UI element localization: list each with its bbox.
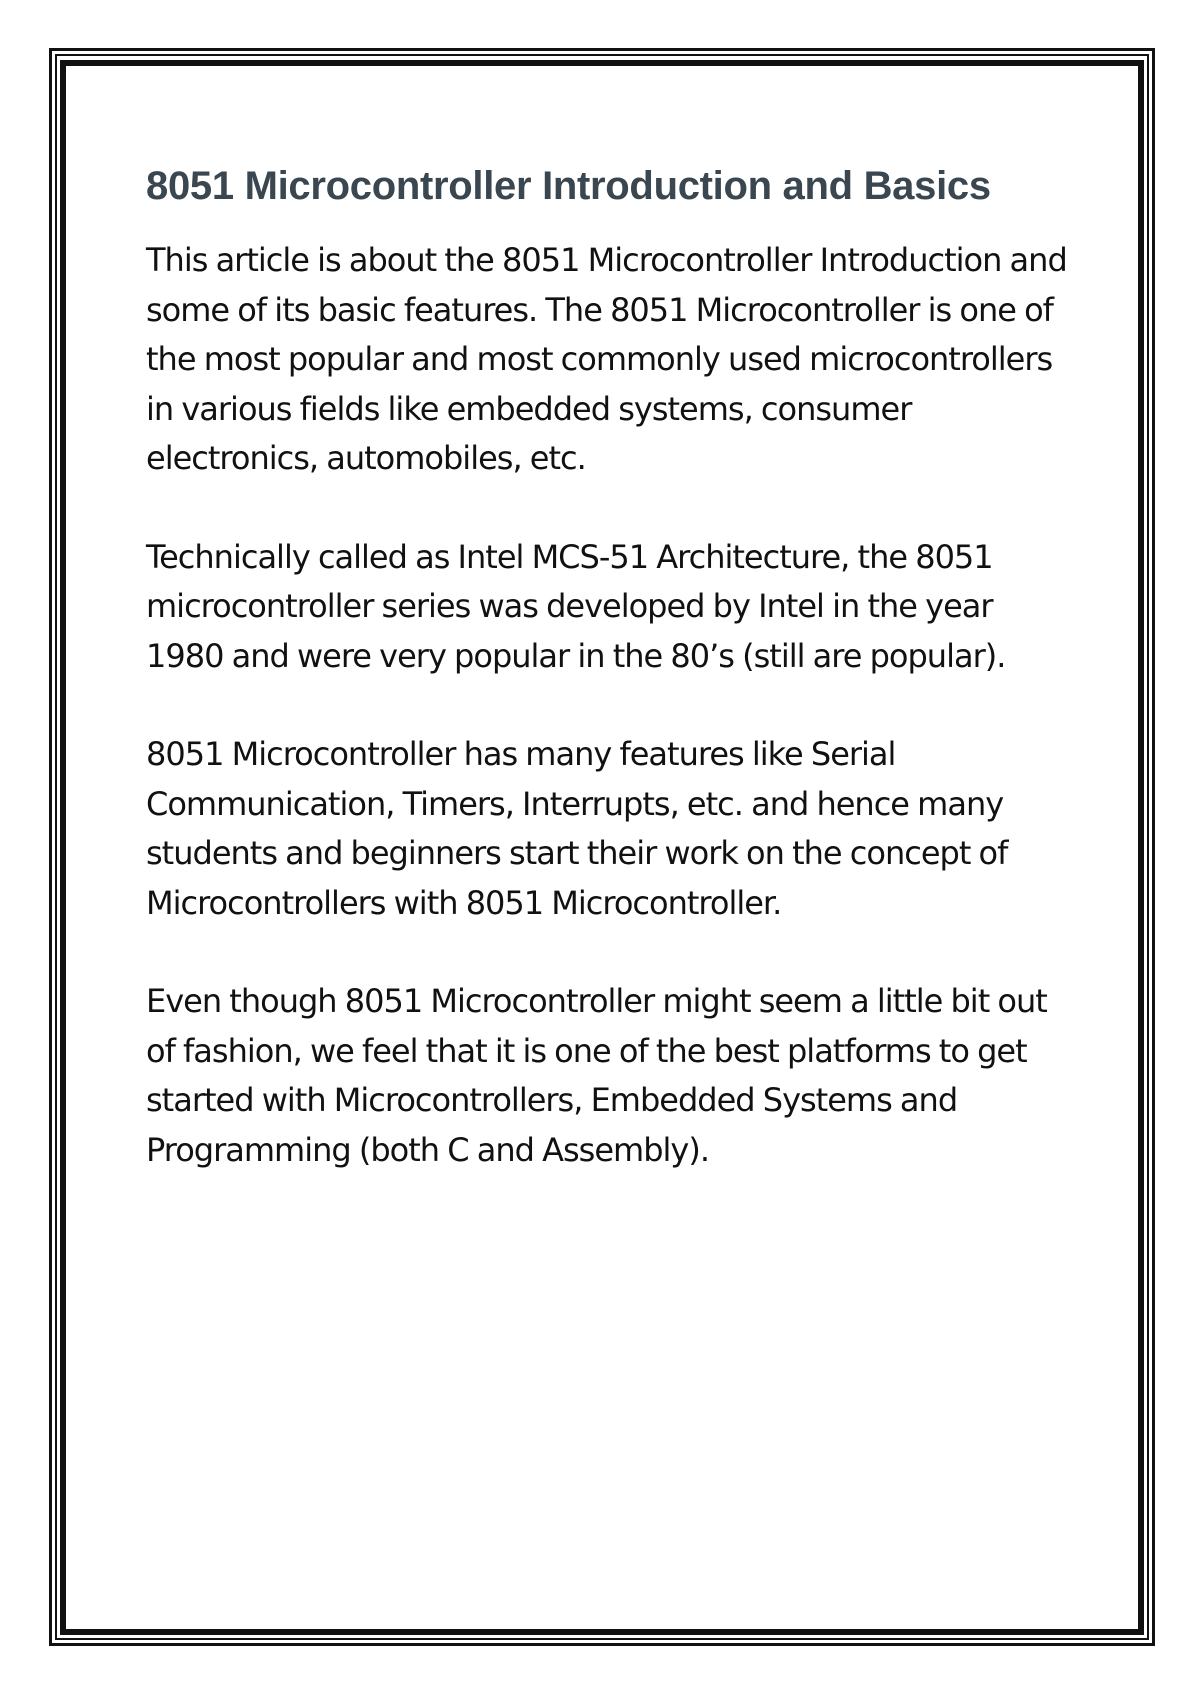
article-paragraph-conclusion: Even though 8051 Microcontroller might seem a little bit out of fashion, we feel that it is one of the best platforms to get started with Microcontrollers, Embedded Systems and Programming (both C and Assembly). — [146, 982, 1047, 1169]
article-content — [146, 158, 1076, 1224]
article-paragraph-history: Technically called as Intel MCS-51 Architecture, the 8051 microcontroller series was developed by Intel in the year 1980 and were very popular in the 80’s (still are popular). — [146, 537, 1006, 675]
article-title: 8051 Microcontroller Introduction and Basics — [146, 164, 991, 208]
article-paragraph-features: 8051 Microcontroller has many features like Serial Communication, Timers, Interrupts, etc. and hence many students and beginners start their work on the concept of Microcontrollers with 8051 Microcontroller. — [146, 735, 1008, 922]
article-paragraph-intro: This article is about the 8051 Microcontroller Introduction and some of its basic features. The 8051 Microcontroller is one of the most popular and most commonly used microcontrollers in various fields like embedded systems, consumer electronics, automobiles, etc. — [146, 241, 1067, 477]
